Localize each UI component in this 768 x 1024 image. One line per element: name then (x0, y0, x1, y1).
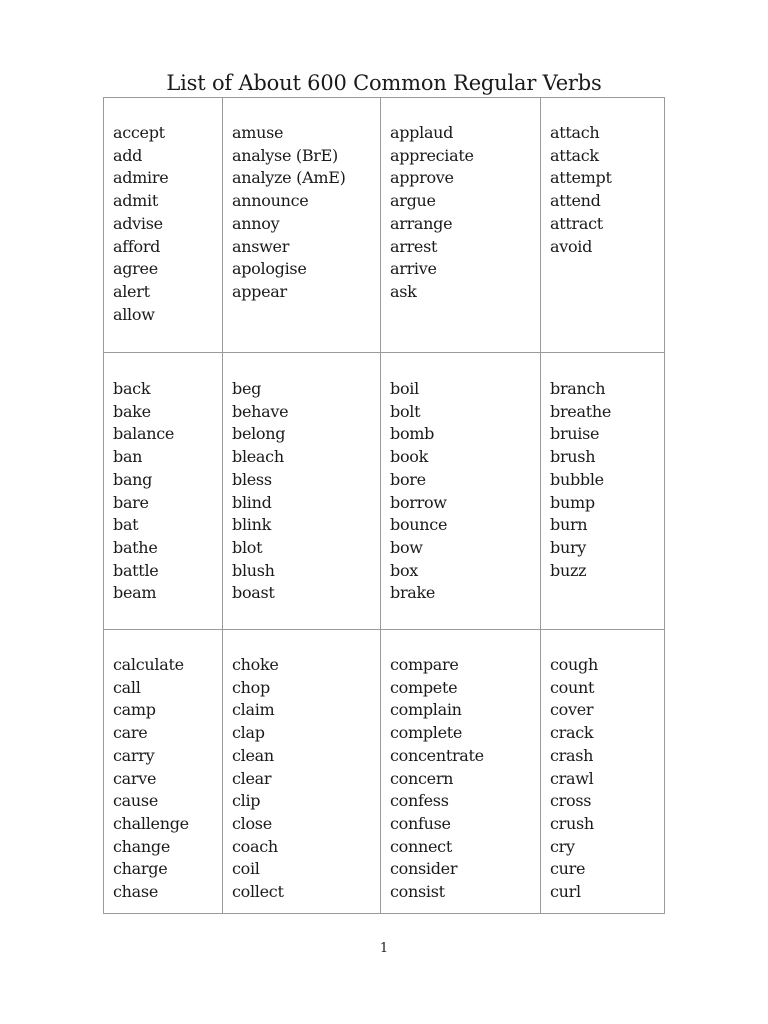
verb-item: blind (232, 492, 272, 512)
verb-item: arrive (390, 259, 437, 279)
verb-item: buzz (550, 560, 587, 580)
verb-item: compete (390, 677, 458, 697)
verb-item: battle (113, 560, 159, 580)
verb-list (232, 654, 380, 904)
verb-list (550, 122, 664, 258)
verb-item: change (113, 836, 171, 856)
verb-item: boil (390, 379, 419, 398)
verb-item: arrange (390, 213, 453, 233)
verb-item: charge (113, 859, 168, 879)
verb-item: attach (550, 123, 600, 142)
table-cell (223, 98, 381, 353)
verb-item: apologise (232, 259, 307, 279)
table-cell (541, 630, 665, 914)
verb-item: concern (390, 768, 454, 788)
verb-item: coach (232, 836, 278, 856)
verb-item: blot (232, 537, 263, 557)
verb-item: confess (390, 791, 449, 811)
verb-item: blush (232, 560, 275, 580)
verb-item: avoid (550, 236, 593, 256)
verb-item: admit (113, 191, 159, 211)
verb-item: beam (113, 583, 157, 603)
verb-item: attract (550, 213, 603, 233)
verb-item: admire (113, 168, 169, 188)
verb-item: attack (550, 145, 599, 165)
verb-list (113, 122, 222, 326)
page-title: List of About 600 Common Regular Verbs (166, 71, 602, 95)
verb-item: close (232, 813, 272, 833)
verb-list (550, 654, 664, 904)
verb-item: afford (113, 236, 161, 256)
verb-item: bake (113, 401, 151, 421)
verb-item: concentrate (390, 745, 484, 765)
verb-item: book (390, 447, 429, 467)
verb-item: alert (113, 281, 150, 301)
verb-item: advise (113, 213, 163, 233)
verb-item: cry (550, 836, 575, 856)
verb-item: cross (550, 791, 592, 811)
verb-item: belong (232, 424, 286, 444)
verb-item: complain (390, 700, 462, 720)
verb-item: crack (550, 723, 594, 743)
verb-item: claim (232, 700, 275, 720)
verb-item: analyse (BrE) (232, 145, 338, 165)
verb-item: brush (550, 447, 596, 467)
verb-item: clip (232, 791, 261, 811)
verb-item: arrest (390, 236, 438, 256)
verb-item: back (113, 379, 151, 398)
verb-item: carve (113, 768, 157, 788)
verb-item: cough (550, 655, 598, 674)
verb-item: bury (550, 537, 587, 557)
verb-item: cause (113, 791, 158, 811)
verb-list (113, 378, 222, 605)
verb-item: allow (113, 304, 155, 324)
verb-item: crush (550, 813, 594, 833)
verb-item: accept (113, 123, 165, 142)
verb-item: consider (390, 859, 458, 879)
verb-item: collect (232, 882, 284, 902)
verb-item: compare (390, 655, 459, 674)
verb-item: applaud (390, 123, 454, 142)
verb-item: bump (550, 492, 595, 512)
verb-item: bang (113, 469, 153, 489)
verb-item: bubble (550, 469, 604, 489)
verb-item: balance (113, 424, 175, 444)
verb-item: choke (232, 655, 279, 674)
verb-item: announce (232, 191, 309, 211)
verb-item: complete (390, 723, 463, 743)
verb-item: bounce (390, 515, 448, 535)
table-cell (223, 630, 381, 914)
verb-item: clear (232, 768, 272, 788)
verb-item: add (113, 145, 143, 165)
verb-item: count (550, 677, 595, 697)
verb-item: blink (232, 515, 271, 535)
verb-item: calculate (113, 655, 184, 674)
verb-item: breathe (550, 401, 612, 421)
verb-item: chase (113, 882, 158, 902)
verb-item: crawl (550, 768, 594, 788)
table-cell (381, 353, 541, 630)
page-number: 1 (379, 941, 389, 956)
verb-list (390, 654, 540, 904)
verb-table (103, 97, 665, 914)
verb-item: beg (232, 379, 262, 398)
verb-item: bruise (550, 424, 600, 444)
table-cell (104, 630, 223, 914)
verb-item: cure (550, 859, 586, 879)
verb-item: confuse (390, 813, 451, 833)
verb-item: behave (232, 401, 289, 421)
verb-item: annoy (232, 213, 280, 233)
verb-item: branch (550, 379, 606, 398)
table-row (104, 630, 665, 914)
table-cell (223, 353, 381, 630)
table-row (104, 98, 665, 353)
verb-item: coil (232, 859, 260, 879)
verb-item: carry (113, 745, 155, 765)
verb-item: bow (390, 537, 423, 557)
table-cell (541, 98, 665, 353)
verb-item: crash (550, 745, 594, 765)
table-cell (541, 353, 665, 630)
verb-item: answer (232, 236, 290, 256)
verb-list (550, 378, 664, 582)
verb-item: appear (232, 281, 287, 301)
verb-item: care (113, 723, 148, 743)
verb-item: curl (550, 882, 581, 902)
verb-item: attempt (550, 168, 612, 188)
verb-item: appreciate (390, 145, 474, 165)
verb-item: brake (390, 583, 436, 603)
verb-item: connect (390, 836, 452, 856)
verb-item: boast (232, 583, 275, 603)
verb-item: bore (390, 469, 426, 489)
verb-item: bless (232, 469, 272, 489)
table-cell (104, 98, 223, 353)
verb-item: amuse (232, 123, 284, 142)
verb-item: analyze (AmE) (232, 168, 346, 188)
verb-item: agree (113, 259, 158, 279)
verb-item: call (113, 677, 141, 697)
verb-list (232, 122, 380, 304)
verb-item: approve (390, 168, 454, 188)
verb-item: consist (390, 882, 445, 902)
verb-item: borrow (390, 492, 447, 512)
table-row (104, 353, 665, 630)
verb-item: challenge (113, 813, 189, 833)
verb-item: bathe (113, 537, 158, 557)
table-cell (381, 98, 541, 353)
verb-item: ban (113, 447, 143, 467)
verb-item: ask (390, 281, 417, 301)
verb-list (390, 378, 540, 605)
verb-item: clap (232, 723, 265, 743)
verb-item: bomb (390, 424, 435, 444)
verb-item: chop (232, 677, 270, 697)
verb-item: attend (550, 191, 601, 211)
table-cell (104, 353, 223, 630)
verb-item: cover (550, 700, 594, 720)
verb-item: camp (113, 700, 156, 720)
verb-item: bleach (232, 447, 284, 467)
verb-list (113, 654, 222, 904)
verb-item: bare (113, 492, 149, 512)
verb-item: burn (550, 515, 588, 535)
verb-item: clean (232, 745, 274, 765)
table-cell (381, 630, 541, 914)
verb-item: box (390, 560, 418, 580)
verb-list (232, 378, 380, 605)
verb-item: bolt (390, 401, 421, 421)
verb-item: argue (390, 191, 436, 211)
verb-list (390, 122, 540, 304)
verb-item: bat (113, 515, 139, 535)
